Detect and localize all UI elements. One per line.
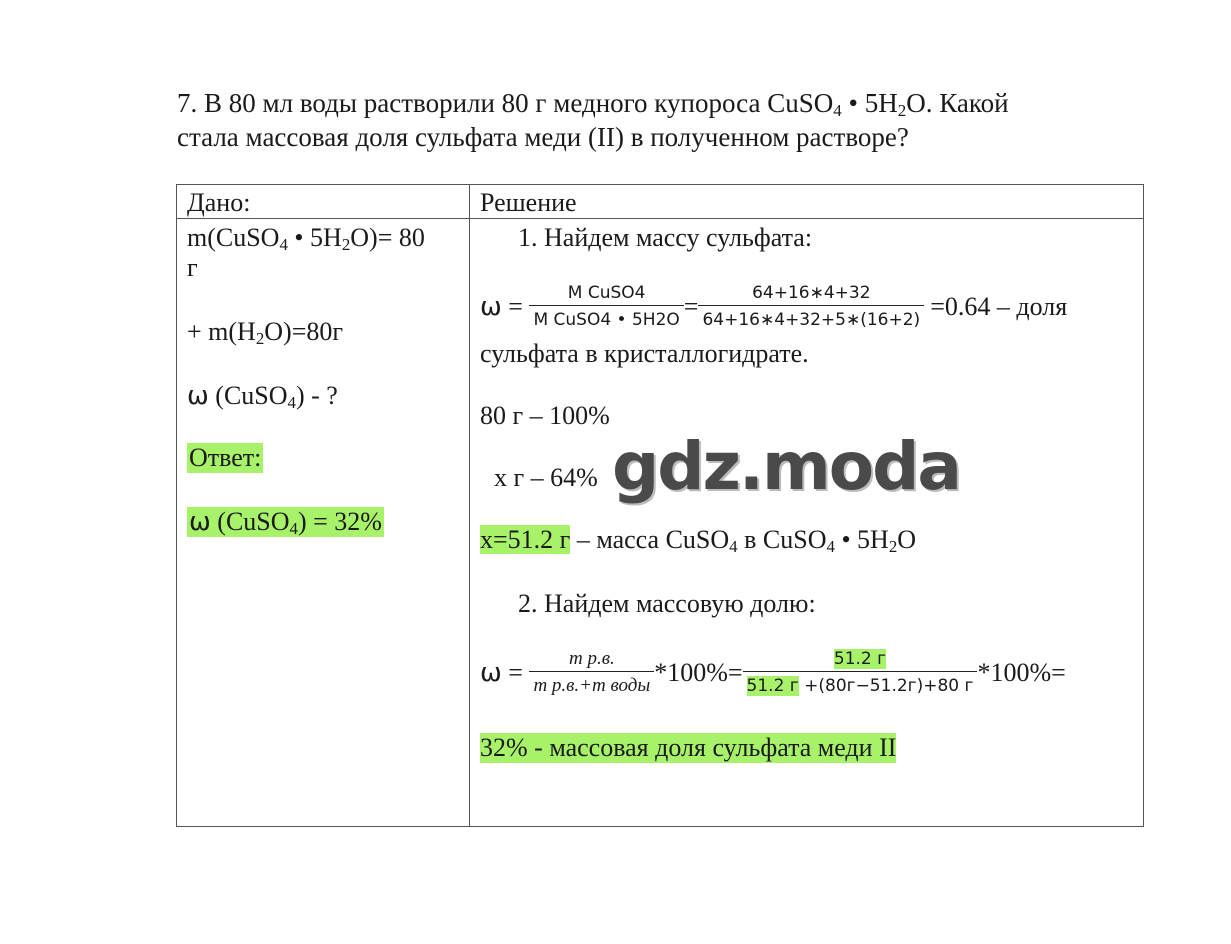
formula-2: ω = $\frac{\text{m р.в.}}{\text{m р.в.+m воды}}$ *100%= $\frac{51.2 г}{51.2 г +(80г-51.2г)+80 г}$ *100%= [480, 648, 1066, 696]
solution-table [176, 184, 1144, 827]
answer-label: Ответ: [189, 443, 262, 472]
answer-value: ω (CuSO$_4$) = 32% [189, 507, 382, 539]
given-header: Дано: [187, 188, 251, 217]
result-1-line-2: сульфата в кристаллогидрате. [480, 339, 809, 368]
final-answer: 32% - массовая доля сульфата меди II [480, 733, 897, 762]
given-mass-salt: m(CuSO$_4$ • $5H_2O)= 80$ г [187, 223, 425, 282]
given-header-cell [177, 185, 470, 219]
given-cell [177, 219, 470, 827]
given-mass-water: + $m(H_2O)=80г$ [187, 317, 344, 349]
given-find: ω (CuSO$_4$) - ? [187, 381, 338, 413]
fraction-mass-ratio: $\frac{\text{m р.в.}}{\text{m р.в.+m воды}}$ [529, 647, 654, 698]
fraction-mass-values: $\frac{51.2 г}{51.2 г +(80г-51.2г)+80 г}$ [743, 647, 978, 698]
fraction-molar-ratio: $\frac{\text{M CuSO4}}{\text{M CuSO4 • 5H2O}}$ [529, 281, 683, 332]
watermark: gdz.moda [612, 428, 960, 505]
problem-statement [177, 86, 1137, 154]
proportion-line-1: 80 г – 100% [480, 401, 610, 430]
step-2-heading: 2. Найдем массовую долю: [518, 589, 816, 618]
formula-1: ω = $\frac{\text{M CuSO4}}{\text{M CuSO4 • 5H2O}}$ = $\frac{64+16∗4+32}{64+16∗4+32+5∗(16+2)}$ =0.64 – доля [480, 283, 1068, 330]
problem-line-1: 7. В 80 мл воды растворили 80 г медного купороса CuSO$_4$ • $5H_2O$. Какой [177, 88, 1009, 120]
fraction-numeric: $\frac{64+16∗4+32}{64+16∗4+32+5∗(16+2)}$ [698, 281, 924, 332]
solution-header-cell [470, 185, 1144, 219]
proportion-line-2: х г – 64% [494, 463, 598, 492]
solution-cell [470, 219, 1144, 827]
step-1-heading: 1. Найдем массу сульфата: [518, 223, 813, 252]
x-result: x=51.2 г – масса CuSO$_4$ в CuSO$_4$ • $5H_2O$ [480, 525, 917, 557]
solution-header: Решение [480, 188, 577, 217]
problem-line-2: стала массовая доля сульфата меди (II) в полученном растворе? [177, 122, 909, 152]
